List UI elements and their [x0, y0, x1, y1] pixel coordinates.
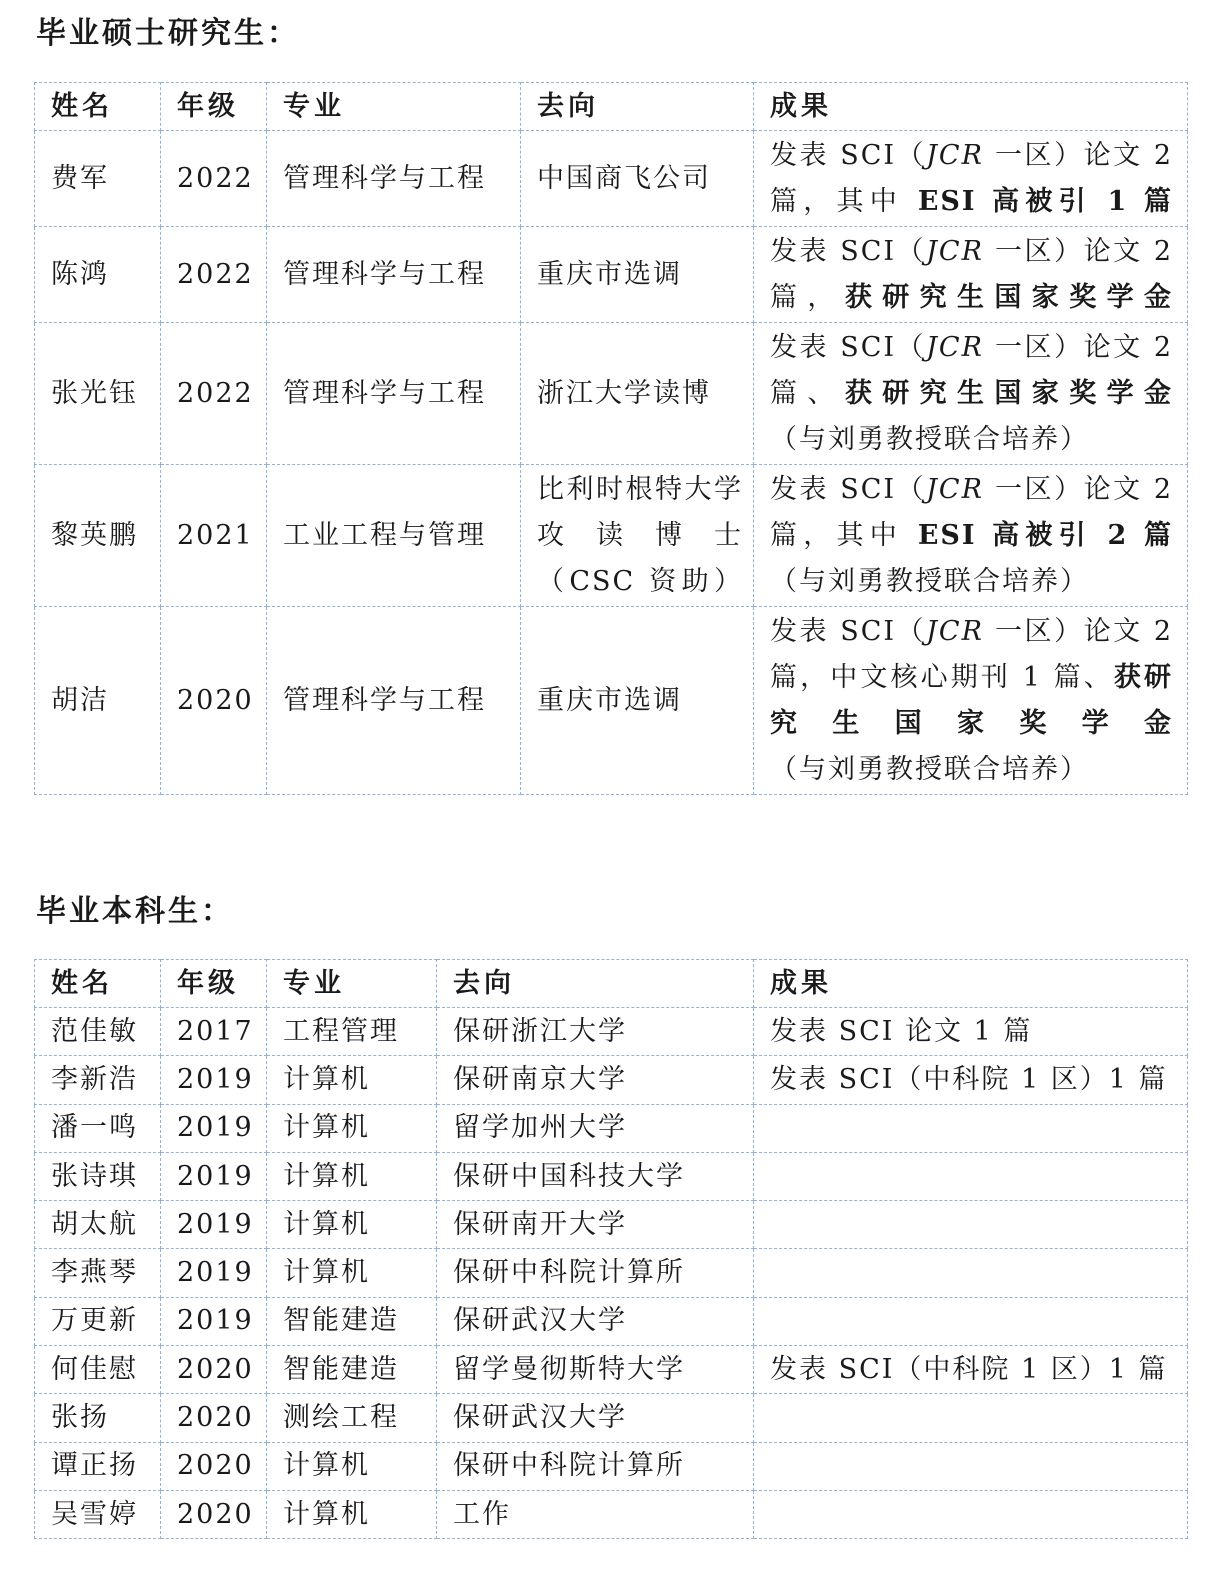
- student-year: 2020: [161, 1394, 267, 1442]
- student-achievement: [754, 1394, 1188, 1442]
- student-major: 计算机: [267, 1442, 437, 1490]
- student-year: 2019: [161, 1201, 267, 1249]
- header-year: 年级: [161, 83, 267, 131]
- header-year: 年级: [161, 960, 267, 1008]
- student-achievement: 发表 SCI（JCR 一区）论文 2 篇、获研究生国家奖学金 （与刘勇教授联合培养）: [754, 323, 1188, 465]
- table-row: [35, 227, 1188, 323]
- student-achievement: 发表 SCI（JCR 一区）论文 2 篇，其中 ESI 高被引 1 篇: [754, 131, 1188, 227]
- header-destination: 去向: [437, 960, 754, 1008]
- student-achievement: [754, 1442, 1188, 1490]
- student-achievement: [754, 1104, 1188, 1152]
- student-destination: 保研浙江大学: [437, 1008, 754, 1056]
- table-row: [35, 1297, 1188, 1345]
- student-year: 2019: [161, 1056, 267, 1104]
- student-name: 谭正扬: [35, 1442, 161, 1490]
- header-name: 姓名: [35, 83, 161, 131]
- table-row: [35, 1442, 1188, 1490]
- table-row: [35, 1152, 1188, 1200]
- student-destination: 保研中国科技大学: [437, 1152, 754, 1200]
- student-achievement: 发表 SCI（JCR 一区）论文 2 篇，获研究生国家奖学金: [754, 227, 1188, 323]
- achievement-note: （与刘勇教授联合培养）: [770, 423, 1089, 455]
- student-name: 黎英鹏: [35, 465, 161, 607]
- student-year: 2019: [161, 1297, 267, 1345]
- table-row: [35, 323, 1188, 465]
- student-name: 潘一鸣: [35, 1104, 161, 1152]
- student-year: 2019: [161, 1104, 267, 1152]
- student-year: 2017: [161, 1008, 267, 1056]
- student-achievement: 发表 SCI（中科院 1 区）1 篇: [754, 1056, 1188, 1104]
- student-name: 何佳慰: [35, 1346, 161, 1394]
- student-major: 管理科学与工程: [267, 227, 521, 323]
- student-destination: 保研武汉大学: [437, 1297, 754, 1345]
- student-year: 2020: [161, 1346, 267, 1394]
- student-destination: 中国商飞公司: [521, 131, 754, 227]
- header-destination: 去向: [521, 83, 754, 131]
- student-achievement: 发表 SCI 论文 1 篇: [754, 1008, 1188, 1056]
- student-major: 计算机: [267, 1201, 437, 1249]
- student-year: 2022: [161, 227, 267, 323]
- student-year: 2020: [161, 607, 267, 795]
- student-achievement: 发表 SCI（中科院 1 区）1 篇: [754, 1346, 1188, 1394]
- table-row: [35, 465, 1188, 607]
- undergrads-table: [34, 959, 1188, 1539]
- student-name: 费军: [35, 131, 161, 227]
- student-year: 2019: [161, 1152, 267, 1200]
- table-row: [35, 1490, 1188, 1538]
- student-achievement: [754, 1152, 1188, 1200]
- header-major: 专业: [267, 83, 521, 131]
- student-achievement: 发表 SCI（JCR 一区）论文 2 篇，中文核心期刊 1 篇、获研究生国家奖学金 （与刘勇教授联合培养）: [754, 607, 1188, 795]
- student-major: 管理科学与工程: [267, 131, 521, 227]
- student-achievement: [754, 1201, 1188, 1249]
- student-destination: 保研南开大学: [437, 1201, 754, 1249]
- table-row: [35, 131, 1188, 227]
- student-destination: 保研中科院计算所: [437, 1249, 754, 1297]
- student-name: 李燕琴: [35, 1249, 161, 1297]
- student-major: 管理科学与工程: [267, 323, 521, 465]
- student-major: 计算机: [267, 1490, 437, 1538]
- student-destination: 留学曼彻斯特大学: [437, 1346, 754, 1394]
- masters-title: 毕业硕士研究生：: [36, 16, 300, 51]
- student-name: 万更新: [35, 1297, 161, 1345]
- student-destination: 重庆市选调: [521, 227, 754, 323]
- student-destination: 保研南京大学: [437, 1056, 754, 1104]
- table-row: [35, 1008, 1188, 1056]
- student-name: 陈鸿: [35, 227, 161, 323]
- masters-table: [34, 82, 1188, 795]
- student-achievement: [754, 1249, 1188, 1297]
- table-row: [35, 607, 1188, 795]
- table-row: [35, 1394, 1188, 1442]
- student-name: 李新浩: [35, 1056, 161, 1104]
- table-row: [35, 1346, 1188, 1394]
- student-major: 测绘工程: [267, 1394, 437, 1442]
- achievement-note: （与刘勇教授联合培养）: [770, 753, 1089, 785]
- table-row: [35, 1201, 1188, 1249]
- student-achievement: 发表 SCI（JCR 一区）论文 2 篇，其中 ESI 高被引 2 篇 （与刘勇教授联合培养）: [754, 465, 1188, 607]
- student-name: 张光钰: [35, 323, 161, 465]
- student-destination: 保研中科院计算所: [437, 1442, 754, 1490]
- student-destination: 浙江大学读博: [521, 323, 754, 465]
- student-year: 2022: [161, 323, 267, 465]
- student-major: 工程管理: [267, 1008, 437, 1056]
- masters-header-row: [35, 83, 1188, 131]
- table-row: [35, 1104, 1188, 1152]
- table-row: [35, 1249, 1188, 1297]
- student-achievement: [754, 1297, 1188, 1345]
- student-major: 工业工程与管理: [267, 465, 521, 607]
- student-major: 管理科学与工程: [267, 607, 521, 795]
- header-achievement: 成果: [754, 83, 1188, 131]
- student-major: 计算机: [267, 1152, 437, 1200]
- student-achievement: [754, 1490, 1188, 1538]
- student-major: 计算机: [267, 1056, 437, 1104]
- student-name: 胡洁: [35, 607, 161, 795]
- undergrads-header-row: [35, 960, 1188, 1008]
- student-destination: 留学加州大学: [437, 1104, 754, 1152]
- student-major: 计算机: [267, 1104, 437, 1152]
- student-name: 张诗琪: [35, 1152, 161, 1200]
- table-row: [35, 1056, 1188, 1104]
- header-name: 姓名: [35, 960, 161, 1008]
- student-name: 范佳敏: [35, 1008, 161, 1056]
- undergrads-title: 毕业本科生：: [36, 894, 234, 929]
- student-destination: 重庆市选调: [521, 607, 754, 795]
- student-name: 吴雪婷: [35, 1490, 161, 1538]
- student-year: 2019: [161, 1249, 267, 1297]
- student-year: 2021: [161, 465, 267, 607]
- header-major: 专业: [267, 960, 437, 1008]
- student-year: 2020: [161, 1442, 267, 1490]
- student-name: 胡太航: [35, 1201, 161, 1249]
- student-major: 智能建造: [267, 1297, 437, 1345]
- student-major: 计算机: [267, 1249, 437, 1297]
- student-destination: 工作: [437, 1490, 754, 1538]
- student-year: 2022: [161, 131, 267, 227]
- student-destination: 比利时根特大学攻读博士（CSC 资助）: [521, 465, 754, 607]
- header-achievement: 成果: [754, 960, 1188, 1008]
- student-major: 智能建造: [267, 1346, 437, 1394]
- achievement-note: （与刘勇教授联合培养）: [770, 565, 1089, 597]
- student-destination: 保研武汉大学: [437, 1394, 754, 1442]
- student-year: 2020: [161, 1490, 267, 1538]
- student-name: 张扬: [35, 1394, 161, 1442]
